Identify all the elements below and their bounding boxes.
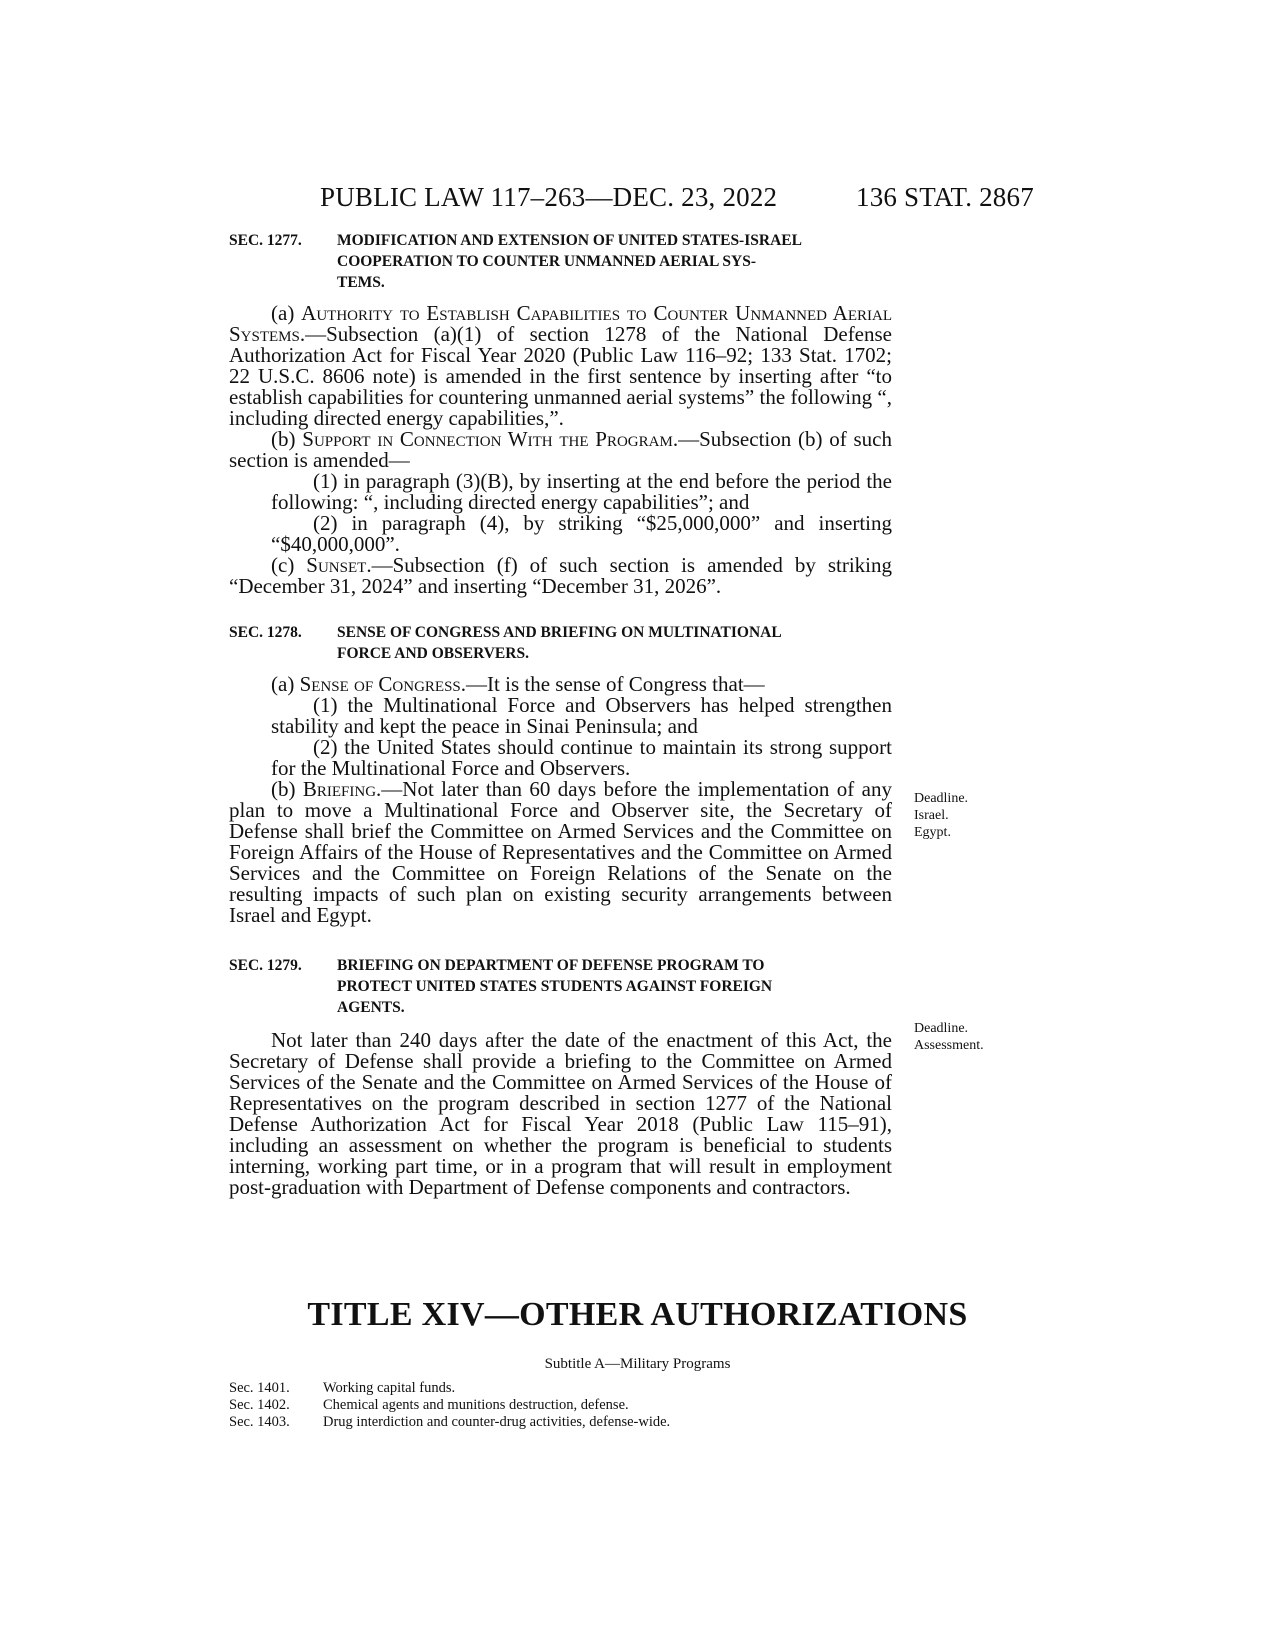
section-1277-subsection-c: (c) Sunset.—Subsection (f) of such section is amended by striking “December 31, 2024” and inserting “December 31, 2026”. — [229, 553, 892, 598]
section-1277-subsection-b: (b) Support in Connection With the Program.—Subsection (b) of such section is amended— — [229, 427, 893, 472]
section-1279-text: Not later than 240 days after the date of the enactment of this Act, the Secretary of Defense shall provide a briefing to the Committee on Armed Services of the Senate and the Committee on Armed Services of the House of Representatives on the program described in section 1277 of the National Defense Authorization Act for Fiscal Year 2018 (Public Law 115–91), including an assessment on whether the program is beneficial to students interning, working part time, or in a program that will result in employment post-graduation with Department of Defense components and contractors. — [229, 1028, 892, 1199]
section-1278-paragraph-a1: (1) the Multinational Force and Observers has helped strengthen stability and kept the peace in Sinai Peninsula; and — [271, 693, 892, 738]
subtitle-heading: Subtitle A—Military Programs — [544, 1356, 731, 1372]
section-1278 — [229, 622, 892, 926]
section-1278-subsection-a: (a) Sense of Congress.—It is the sense of Congress that— — [271, 672, 765, 696]
title-heading: TITLE XIV—OTHER AUTHORIZATIONS — [307, 1296, 968, 1333]
page-stat-number: 136 STAT. 2867 — [856, 182, 1034, 212]
section-1277 — [229, 230, 892, 597]
running-header-title: PUBLIC LAW 117–263—DEC. 23, 2022 — [320, 182, 778, 212]
toc-row: Sec. 1401. Working capital funds. — [229, 1380, 456, 1396]
toc-row: Sec. 1403. Drug interdiction and counter-drug activities, defense-wide. — [229, 1414, 671, 1430]
section-1278-heading: SEC. 1278. SENSE OF CONGRESS AND BRIEFING ON MULTINATIONAL FORCE AND OBSERVERS. — [229, 624, 782, 662]
section-1278-paragraph-a2: (2) the United States should continue to maintain its strong support for the Multinational Force and Observers. — [271, 735, 892, 780]
margin-note-1279: Deadline. Assessment. — [914, 1021, 984, 1053]
section-1277-paragraph-b2: (2) in paragraph (4), by striking “$25,000,000” and inserting “$40,000,000”. — [271, 511, 892, 556]
section-1277-paragraph-b1: (1) in paragraph (3)(B), by inserting at the end before the period the following: “, including directed energy capabilities”; and — [271, 469, 892, 514]
section-1279-heading: SEC. 1279. BRIEFING ON DEPARTMENT OF DEFENSE PROGRAM TO PROTECT UNITED STATES STUDENTS AGAINST FOREIGN AGENTS. — [229, 957, 773, 1016]
section-1279 — [229, 955, 892, 1198]
table-of-contents — [229, 1380, 670, 1431]
section-1278-subsection-b: (b) Briefing.—Not later than 60 days before the implementation of any plan to move a Multinational Force and Observer site, the Secretary of Defense shall brief the Committee on Armed Services and the Committee on Foreign Affairs of the House of Representatives and the Committee on Armed Services and the Committee on Foreign Relations of the Senate on the resulting impacts of such plan on existing security arrangements between Israel and Egypt. — [229, 777, 892, 927]
toc-row: Sec. 1402. Chemical agents and munitions destruction, defense. — [229, 1397, 629, 1413]
section-1277-subsection-a: (a) Authority to Establish Capabilities to Counter Unmanned Aerial Systems.—Subsection (a)(1) of section 1278 of the National Defense Authorization Act for Fiscal Year 2020 (Public Law 116–92; 133 Stat. 1702; 22 U.S.C. 8606 note) is amended in the first sentence by inserting after “to establish capabilities for countering unmanned aerial systems” the following “, including directed energy capabilities,”. — [229, 301, 893, 430]
section-1277-heading: SEC. 1277. MODIFICATION AND EXTENSION OF UNITED STATES-ISRAEL COOPERATION TO COUNTER UNMANNED AERIAL SYS- TEMS. — [229, 232, 802, 291]
margin-note-1278: Deadline. Israel. Egypt. — [914, 791, 969, 840]
